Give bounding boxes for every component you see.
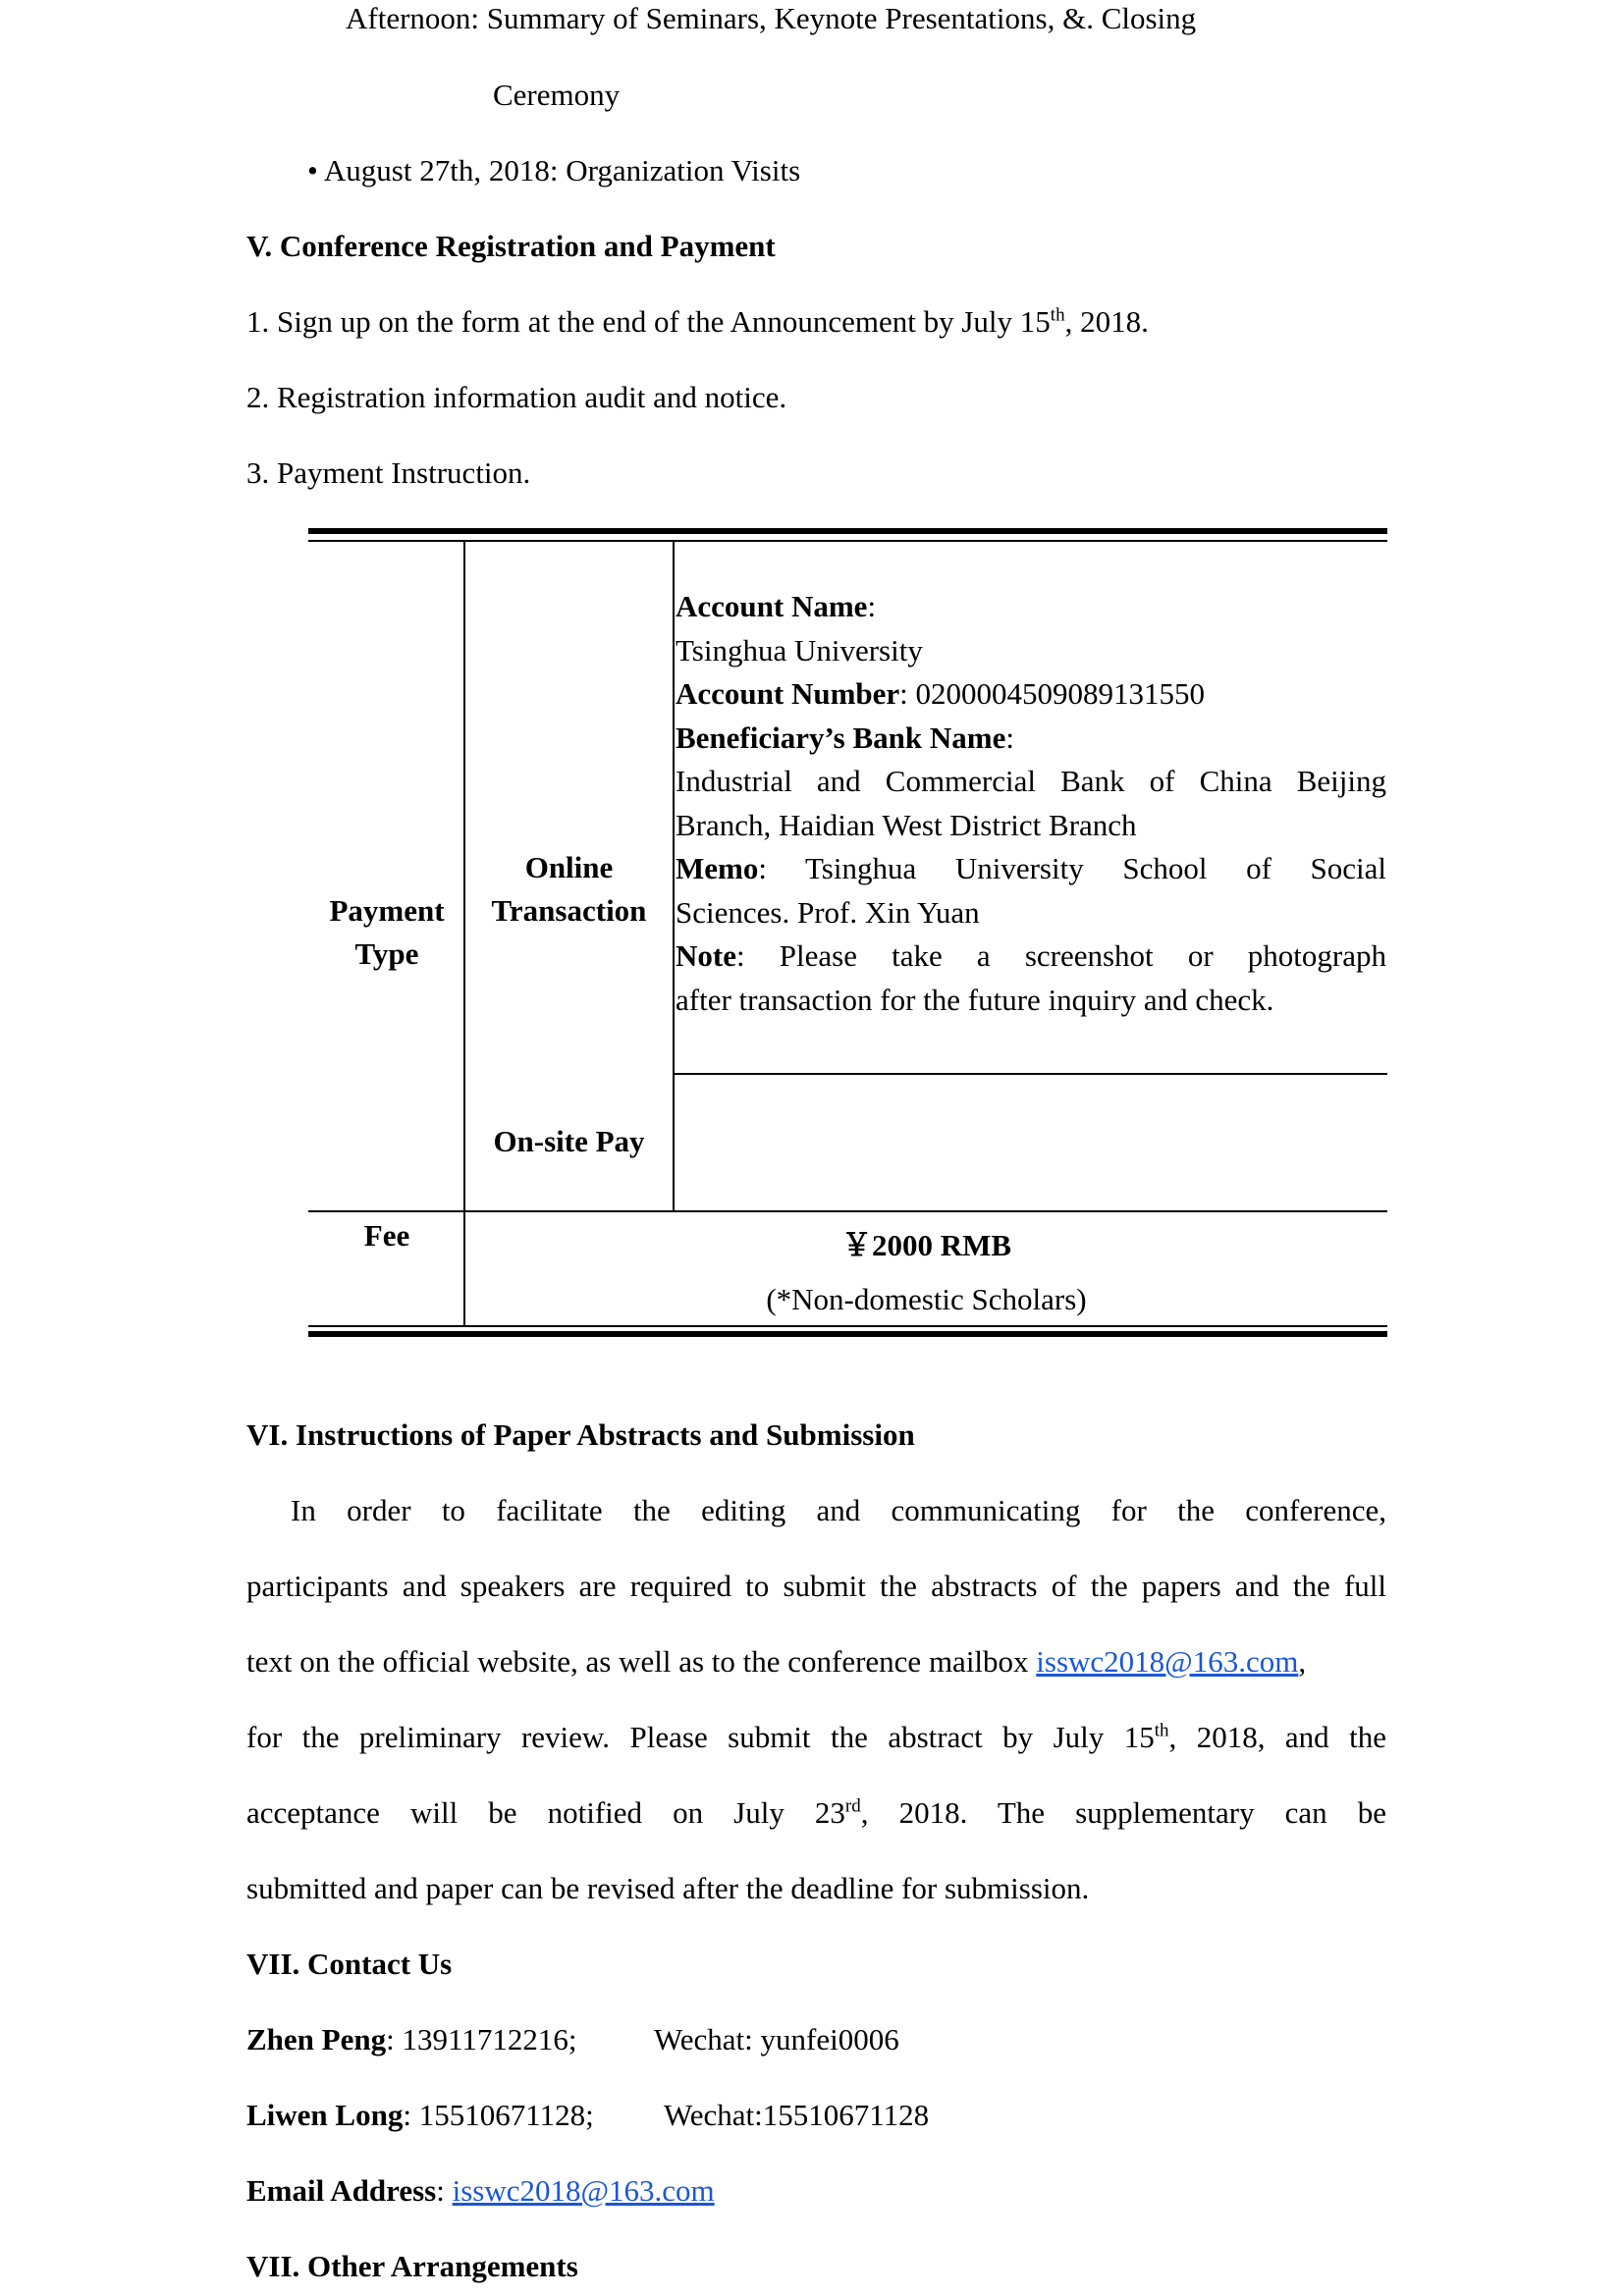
step-2: 2. Registration information audit and notice. [246,380,787,414]
section-8-heading: VII. Other Arrangements [246,2249,578,2283]
section-6-line-1: In order to facilitate the editing and communicating for the conference, [291,1493,1386,1527]
account-number-label: Account Number [676,676,900,711]
contact-2-wechat: Wechat:15510671128 [664,2098,930,2132]
section-6-line-5-sup: rd [844,1795,861,1817]
table-row-divider-fee [308,1210,1387,1212]
afternoon-line-2: Ceremony [493,78,621,112]
section-6-line-4-sup: th [1154,1720,1169,1741]
section-6-line-3-comma: , [1298,1644,1307,1679]
online-transaction-details [676,585,1386,1022]
memo-value-2: Sciences. Prof. Xin Yuan [676,894,980,930]
account-name-row [676,585,1386,629]
fee-amount: ￥2000 RMB [840,1228,1012,1262]
step-3: 3. Payment Instruction. [246,455,531,490]
email-address-row [246,2172,715,2210]
table-bottom-rule-thick [308,1331,1387,1337]
table-row-divider-online [674,1073,1387,1075]
note-label: Note [676,938,736,973]
contact-1-name: Zhen Peng [246,2022,387,2056]
section-6-line-4-text: for the preliminary review. Please submit the abstract by July 15 [246,1720,1155,1754]
section-6-line-5-text: acceptance will be notified on July 23 [246,1795,845,1830]
contact-1 [246,2021,576,2058]
contact-email-link[interactable]: isswc2018@163.com [452,2173,715,2208]
contact-1-wechat: Wechat: yunfei0006 [654,2022,899,2056]
email-address-colon: : [436,2173,453,2208]
onsite-pay-label: On-site Pay [493,1124,645,1158]
section-6-line-2: participants and speakers are required to submit the abstracts of the papers and the full [246,1569,1386,1603]
payment-type-label [310,889,463,976]
bank-name-value-2: Branch, Haidian West District Branch [676,807,1137,842]
contact-2-name: Liwen Long [246,2098,404,2132]
online-label-line-1: Online [524,850,614,884]
step-1-sup: th [1050,304,1065,326]
fee-label: Fee [363,1218,410,1253]
account-number-row [676,672,1386,717]
step-1-text: 1. Sign up on the form at the end of the Announcement by July 15 [246,304,1051,339]
step-1 [246,303,1149,341]
bullet-icon: • [307,153,318,187]
bank-name-row [676,717,1386,761]
section-6-heading: VI. Instructions of Paper Abstracts and Submission [246,1417,915,1452]
contact-1-phone: : 13911712216; [386,2022,577,2056]
table-col-divider-1 [463,542,465,1325]
afternoon-line-1: Afternoon: Summary of Seminars, Keynote Presentations, &. Closing [346,1,1197,35]
memo-label: Memo [676,851,759,885]
contact-2-phone: : 15510671128; [403,2098,594,2132]
section-6-line-3-text: text on the official website, as well as to the conference mailbox [246,1644,1037,1679]
online-label-line-2: Transaction [491,893,647,928]
memo-value-1: : Tsinghua University School of Social [758,851,1386,885]
contact-2 [246,2097,594,2134]
payment-type-label-line-1: Payment [329,893,445,928]
table-bottom-rule-thin [308,1325,1387,1327]
step-1-suffix: , 2018. [1064,304,1149,339]
section-6-line-3 [246,1643,1306,1681]
account-name-colon: : [867,589,877,623]
note-row [676,934,1386,979]
note-value-2: after transaction for the future inquiry and check. [676,982,1274,1017]
account-name-label: Account Name [676,589,868,623]
section-7-heading: VII. Contact Us [246,1947,453,1981]
bullet-item [307,152,800,189]
bank-name-value-1: Industrial and Commercial Bank of China Beijing [676,764,1386,798]
conference-email-link[interactable]: isswc2018@163.com [1036,1644,1299,1679]
memo-row [676,847,1386,891]
section-6-line-5-suffix: , 2018. The supplementary can be [860,1795,1387,1830]
table-col-divider-2 [673,542,675,1212]
table-top-rule-thick [308,528,1387,534]
bullet-text: August 27th, 2018: Organization Visits [323,153,801,187]
section-6-line-4 [246,1719,1386,1756]
account-name-value: Tsinghua University [676,632,923,667]
table-top-rule-thin [308,540,1387,542]
note-value-1: : Please take a screenshot or photograph [735,938,1386,973]
section-6-line-6: submitted and paper can be revised after the deadline for submission. [246,1871,1090,1905]
section-6-line-4-suffix: , 2018, and the [1168,1720,1386,1754]
bank-name-colon: : [1005,720,1014,755]
online-transaction-label [465,846,673,933]
bank-name-label: Beneficiary’s Bank Name [676,720,1006,755]
email-address-label: Email Address [246,2173,437,2208]
section-6-line-5 [246,1794,1386,1832]
fee-note: (*Non-domestic Scholars) [766,1282,1087,1316]
section-5-heading: V. Conference Registration and Payment [246,229,776,263]
account-number-value: : 0200004509089131550 [899,676,1206,711]
payment-type-label-line-2: Type [354,936,419,971]
